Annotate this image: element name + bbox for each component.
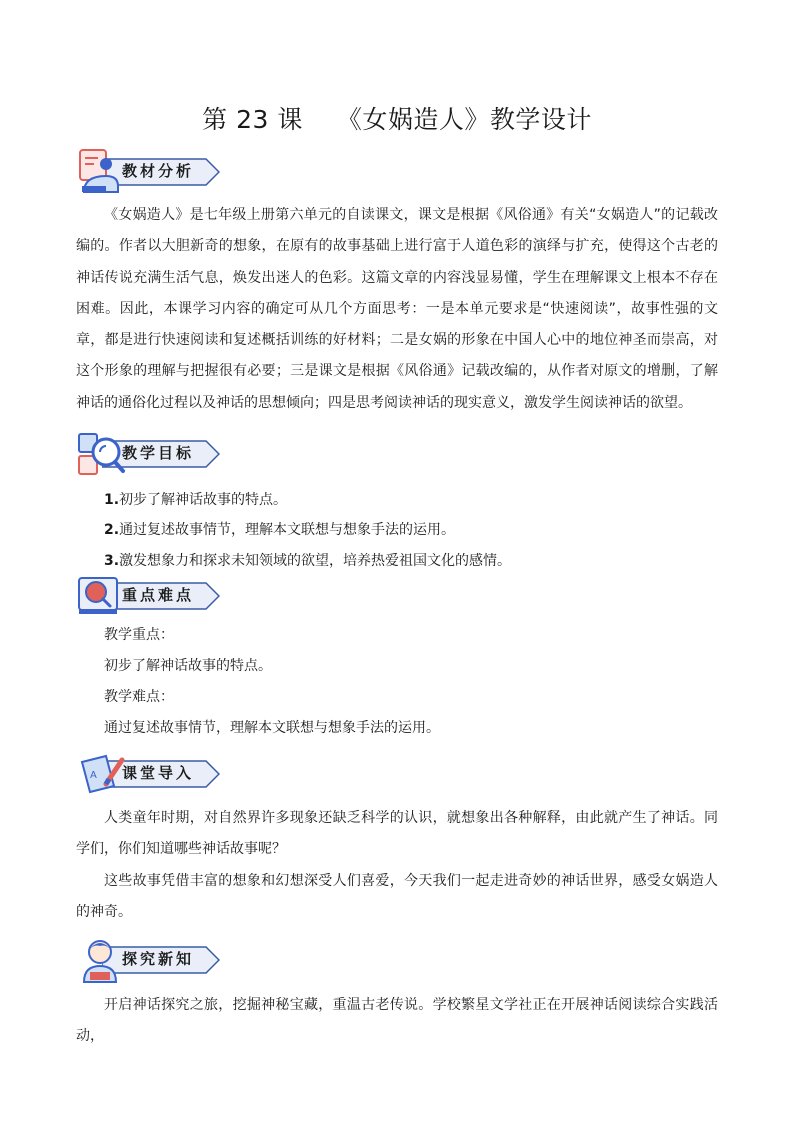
magnifier-screen-icon: [76, 570, 128, 622]
student-icon: [76, 934, 128, 986]
difficulty-text: 通过复述故事情节，理解本文联想与想象手法的运用。: [104, 720, 440, 736]
goal-item: 2.通过复述故事情节，理解本文联想与想象手法的运用。: [104, 522, 456, 538]
section-heading-analysis: [76, 146, 226, 198]
intro-paragraph-2: 这些故事凭借丰富的想象和幻想深受人们喜爱，今天我们一起走进奇妙的神话世界，感受女娲造人的神奇。: [76, 873, 718, 921]
section-title: 重点难点: [122, 586, 195, 604]
pencil-note-icon: [76, 748, 128, 800]
section-heading-intro: [76, 748, 226, 800]
section-heading-goals: [76, 428, 226, 480]
explore-paragraph: 开启神话探究之旅，挖掘神秘宝藏，重温古老传说。学校繁星文学社正在开展神话阅读综合实践活动，: [76, 997, 718, 1045]
title-lesson: 第 23 课: [202, 105, 303, 134]
section-title: 课堂导入: [122, 764, 195, 782]
section-heading-key-points: [76, 570, 226, 622]
section-title: 教材分析: [122, 162, 195, 180]
section-title: 教学目标: [122, 444, 195, 462]
page-title: [0, 100, 794, 136]
focus-text: 初步了解神话故事的特点。: [104, 658, 272, 674]
goal-item: 1.初步了解神话故事的特点。: [104, 492, 288, 508]
difficulty-label: 教学难点：: [104, 689, 174, 705]
intro-paragraph-1: 人类童年时期，对自然界许多现象还缺乏科学的认识，就想象出各种解释，由此就产生了神话。同学们，你们知道哪些神话故事呢？: [76, 810, 718, 858]
section-heading-explore: [76, 934, 226, 986]
svg-text:A: A: [90, 770, 97, 781]
title-name: 《女娲造人》教学设计: [336, 105, 592, 134]
goal-item: 3.激发想象力和探求未知领域的欲望，培养热爱祖国文化的感情。: [104, 553, 512, 569]
analysis-paragraph: 《女娲造人》是七年级上册第六单元的自读课文，课文是根据《风俗通》有关“女娲造人”的记载改编的。作者以大胆新奇的想象，在原有的故事基础上进行富于人道色彩的演绎与扩充，使得这个古老的神话传说充满生活气息，焕发出迷人的色彩。这篇文章的内容浅显易懂，学生在理解课文上根本不存在困难。因此，本课学习内容的确定可从几个方面思考：一是本单元要求是“快速阅读”，故事性强的文章，都是进行快速阅读和复述概括训练的好材料；二是女娲的形象在中国人心中的地位神圣而崇高，对这个形象的理解与把握很有必要；三是课文是根据《风俗通》记载改编的，从作者对原文的增删，了解神话的通俗化过程以及神话的思想倾向；四是思考阅读神话的现实意义，激发学生阅读神话的欲望。: [76, 207, 718, 411]
target-magnifier-icon: [76, 428, 128, 480]
book-reader-icon: [76, 146, 128, 198]
focus-label: 教学重点：: [104, 627, 174, 643]
section-title: 探究新知: [122, 950, 195, 968]
